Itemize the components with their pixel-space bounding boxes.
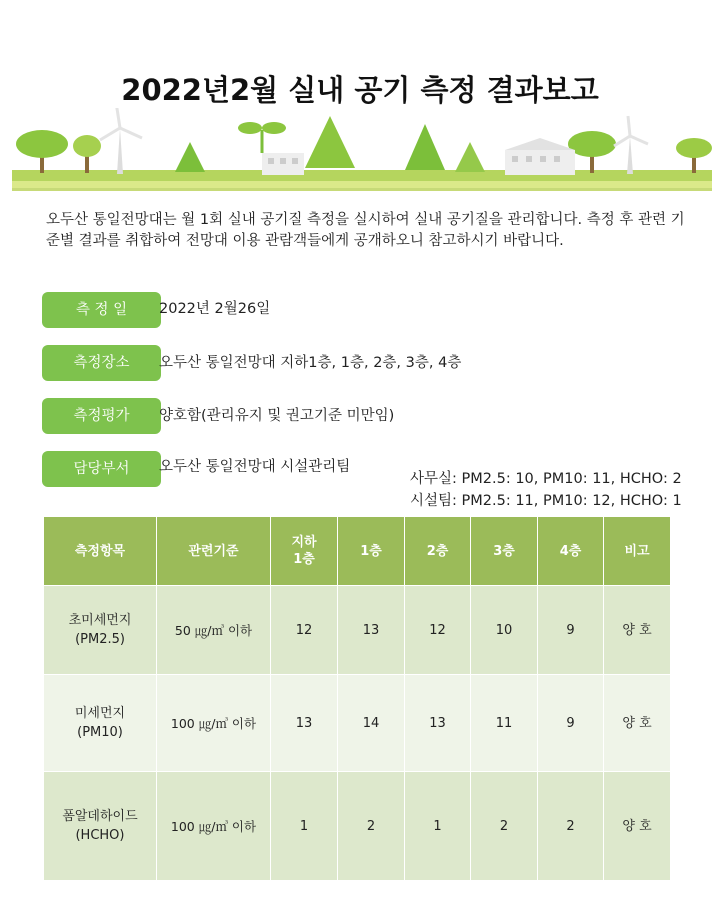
evaluation-value: 양호함(관리유지 및 권고기준 미만임)	[159, 408, 395, 424]
office-note: 사무실: PM2.5: 10, PM10: 11, HCHO: 2	[410, 471, 682, 487]
floor-4-value: 9	[538, 586, 604, 675]
header-remark: 비고	[604, 517, 671, 586]
item-name-cell	[44, 675, 157, 772]
header-basement-1-line1: 지하	[291, 535, 317, 550]
item-code: (PM10)	[77, 725, 123, 740]
standard-cell: 50 ㎍/㎥ 이하	[157, 586, 271, 675]
header-floor-3: 3층	[471, 517, 538, 586]
department-value: 오두산 통일전망대 시설관리팀	[159, 459, 351, 475]
evaluation-label: 측정평가	[42, 398, 161, 434]
eco-landscape-banner	[0, 108, 720, 214]
floor-2-value: 12	[405, 586, 471, 675]
table-header-row	[44, 517, 671, 586]
item-name: 폼알데하이드	[62, 809, 138, 824]
header-floor-2: 2층	[405, 517, 471, 586]
basement-1-value: 12	[271, 586, 338, 675]
header-standard: 관련기준	[157, 517, 271, 586]
standard-cell: 100 ㎍/㎥ 이하	[157, 772, 271, 881]
department-label: 담당부서	[42, 451, 161, 487]
results-table	[43, 516, 671, 881]
item-name: 미세먼지	[74, 706, 126, 721]
header-floor-1: 1층	[338, 517, 405, 586]
floor-3-value: 11	[471, 675, 538, 772]
header-floor-4: 4층	[538, 517, 604, 586]
place-value: 오두산 통일전망대 지하1층, 1층, 2층, 3층, 4층	[159, 355, 462, 371]
basement-1-value: 13	[271, 675, 338, 772]
remark-cell: 양 호	[604, 675, 671, 772]
place-label: 측정장소	[42, 345, 161, 381]
facility-note: 시설팀: PM2.5: 11, PM10: 12, HCHO: 1	[410, 493, 682, 509]
basement-1-value: 1	[271, 772, 338, 881]
floor-2-value: 1	[405, 772, 471, 881]
standard-cell: 100 ㎍/㎥ 이하	[157, 675, 271, 772]
floor-1-value: 13	[338, 586, 405, 675]
floor-3-value: 2	[471, 772, 538, 881]
floor-2-value: 13	[405, 675, 471, 772]
table-row	[44, 772, 671, 881]
floor-1-value: 2	[338, 772, 405, 881]
sprout-icon	[238, 122, 286, 153]
header-item: 측정항목	[44, 517, 157, 586]
item-code: (PM2.5)	[75, 632, 125, 647]
intro-text: 오두산 통일전망대는 월 1회 실내 공기질 측정을 실시하여 실내 공기질을 관리합니다. 측정 후 관련 기준별 결과를 취합하여 전망대 이용 관람객들에게 공개하오니 참고하시기 바랍니다.	[46, 212, 685, 249]
item-name-cell	[44, 772, 157, 881]
floor-1-value: 14	[338, 675, 405, 772]
table-row	[44, 586, 671, 675]
item-name: 초미세먼지	[68, 613, 132, 628]
table-row	[44, 675, 671, 772]
floor-4-value: 9	[538, 675, 604, 772]
remark-cell: 양 호	[604, 586, 671, 675]
remark-cell: 양 호	[604, 772, 671, 881]
item-code: (HCHO)	[75, 828, 125, 843]
date-value: 2022년 2월26일	[159, 301, 271, 317]
item-name-cell	[44, 586, 157, 675]
page-title: 2022년2월 실내 공기 측정 결과보고	[121, 73, 599, 107]
header-basement-1-line2: 1층	[293, 552, 315, 567]
date-label: 측 정 일	[42, 292, 161, 328]
header-basement-1	[271, 517, 338, 586]
floor-3-value: 10	[471, 586, 538, 675]
floor-4-value: 2	[538, 772, 604, 881]
